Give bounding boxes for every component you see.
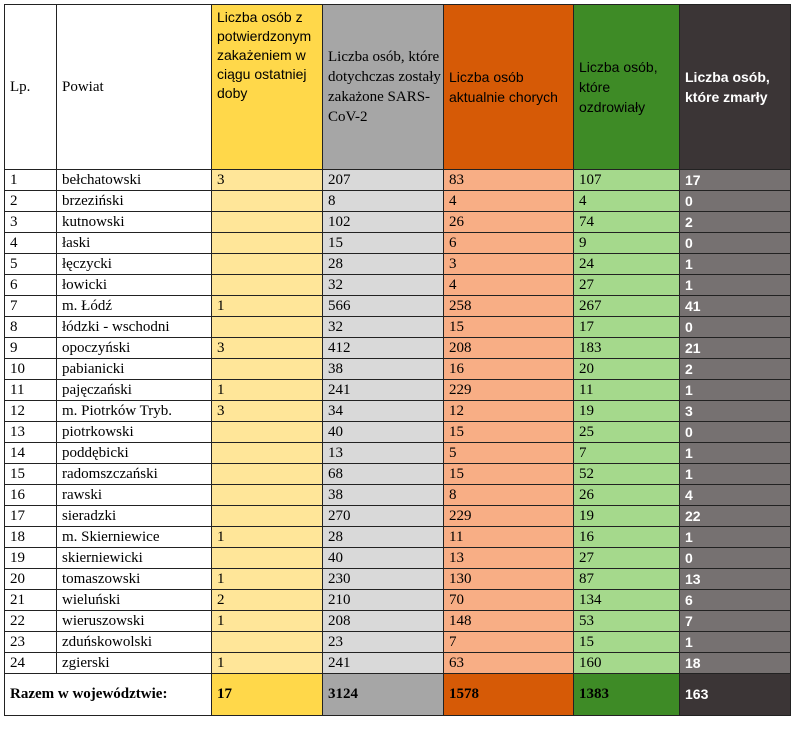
table-row [5,359,791,380]
cell-deaths: 1 [680,380,791,401]
cell-deaths: 18 [680,653,791,674]
cell-total-cases: 38 [323,485,444,506]
cell-active-cases: 70 [444,590,574,611]
cell-powiat: łowicki [57,275,212,296]
cell-recovered: 267 [574,296,680,317]
cell-powiat: rawski [57,485,212,506]
cell-active-cases: 4 [444,275,574,296]
cell-active-cases: 83 [444,170,574,191]
cell-total-cases: 28 [323,527,444,548]
header-row [5,5,791,170]
cell-new-cases: 1 [212,380,323,401]
cell-lp: 9 [5,338,57,359]
cell-lp: 20 [5,569,57,590]
cell-lp: 5 [5,254,57,275]
header-new-cases: Liczba osób z potwierdzonym zakażeniem w ciągu ostatniej doby [212,5,323,170]
cell-total-cases: 412 [323,338,444,359]
totals-label: Razem w województwie: [5,674,212,716]
cell-recovered: 27 [574,548,680,569]
cell-deaths: 1 [680,632,791,653]
cell-recovered: 20 [574,359,680,380]
cell-total-cases: 241 [323,380,444,401]
cell-recovered: 7 [574,443,680,464]
cell-total-cases: 208 [323,611,444,632]
cell-total-cases: 13 [323,443,444,464]
cell-lp: 3 [5,212,57,233]
cell-lp: 17 [5,506,57,527]
totals-row [5,674,791,716]
cell-recovered: 183 [574,338,680,359]
cell-recovered: 19 [574,506,680,527]
cell-powiat: łęczycki [57,254,212,275]
cell-powiat: wieruszowski [57,611,212,632]
cell-active-cases: 11 [444,527,574,548]
header-active-cases: Liczba osób aktualnie chorych [444,5,574,170]
cell-recovered: 53 [574,611,680,632]
cell-total-cases: 230 [323,569,444,590]
cell-recovered: 25 [574,422,680,443]
cell-powiat: brzeziński [57,191,212,212]
cell-recovered: 87 [574,569,680,590]
cell-total-cases: 68 [323,464,444,485]
cell-powiat: piotrkowski [57,422,212,443]
cell-powiat: poddębicki [57,443,212,464]
cell-active-cases: 229 [444,380,574,401]
table-row [5,275,791,296]
cell-new-cases [212,464,323,485]
cell-powiat: zduńskowolski [57,632,212,653]
header-total-cases: Liczba osób, które dotychczas zostały zakażone SARS-CoV-2 [323,5,444,170]
cell-deaths: 0 [680,233,791,254]
cell-active-cases: 63 [444,653,574,674]
cell-lp: 24 [5,653,57,674]
cell-total-cases: 210 [323,590,444,611]
cell-recovered: 16 [574,527,680,548]
cell-recovered: 27 [574,275,680,296]
totals-active-cases: 1578 [444,674,574,716]
table-row [5,485,791,506]
cell-lp: 12 [5,401,57,422]
cell-new-cases [212,443,323,464]
cell-deaths: 1 [680,443,791,464]
header-powiat: Powiat [57,5,212,170]
cell-recovered: 26 [574,485,680,506]
cell-deaths: 2 [680,359,791,380]
cell-deaths: 1 [680,464,791,485]
cell-new-cases [212,632,323,653]
cell-powiat: tomaszowski [57,569,212,590]
cell-deaths: 0 [680,191,791,212]
cell-deaths: 4 [680,485,791,506]
cell-lp: 6 [5,275,57,296]
cell-lp: 13 [5,422,57,443]
table-row [5,590,791,611]
cell-powiat: bełchatowski [57,170,212,191]
cell-new-cases [212,359,323,380]
cell-total-cases: 8 [323,191,444,212]
totals-deaths: 163 [680,674,791,716]
cell-total-cases: 102 [323,212,444,233]
cell-powiat: m. Łódź [57,296,212,317]
table-row [5,548,791,569]
cell-new-cases [212,233,323,254]
header-recovered: Liczba osób, które ozdrowiały [574,5,680,170]
cell-powiat: kutnowski [57,212,212,233]
cell-powiat: m. Skierniewice [57,527,212,548]
cell-recovered: 24 [574,254,680,275]
table-row [5,170,791,191]
cell-total-cases: 40 [323,422,444,443]
cell-deaths: 1 [680,275,791,296]
cell-total-cases: 32 [323,275,444,296]
cell-lp: 1 [5,170,57,191]
cell-lp: 22 [5,611,57,632]
cell-active-cases: 258 [444,296,574,317]
cell-powiat: łódzki - wschodni [57,317,212,338]
cell-total-cases: 15 [323,233,444,254]
header-lp: Lp. [5,5,57,170]
cell-active-cases: 26 [444,212,574,233]
cell-total-cases: 241 [323,653,444,674]
cell-deaths: 6 [680,590,791,611]
cell-lp: 15 [5,464,57,485]
table-row [5,653,791,674]
table-row [5,422,791,443]
cell-total-cases: 32 [323,317,444,338]
cell-new-cases: 3 [212,401,323,422]
cell-active-cases: 3 [444,254,574,275]
cell-new-cases [212,317,323,338]
totals-total-cases: 3124 [323,674,444,716]
cell-recovered: 15 [574,632,680,653]
totals-new-cases: 17 [212,674,323,716]
table-body [5,170,791,674]
cell-new-cases: 2 [212,590,323,611]
cell-recovered: 107 [574,170,680,191]
cell-lp: 23 [5,632,57,653]
cell-deaths: 0 [680,422,791,443]
table-row [5,212,791,233]
table-row [5,254,791,275]
cell-lp: 4 [5,233,57,254]
cell-active-cases: 208 [444,338,574,359]
cell-active-cases: 4 [444,191,574,212]
cell-powiat: pabianicki [57,359,212,380]
cell-lp: 14 [5,443,57,464]
table-row [5,191,791,212]
cell-new-cases: 1 [212,296,323,317]
cell-active-cases: 7 [444,632,574,653]
cell-new-cases [212,485,323,506]
cell-new-cases [212,275,323,296]
cell-deaths: 17 [680,170,791,191]
cell-total-cases: 34 [323,401,444,422]
cell-recovered: 160 [574,653,680,674]
cell-active-cases: 16 [444,359,574,380]
cell-recovered: 134 [574,590,680,611]
cell-total-cases: 38 [323,359,444,380]
cell-new-cases [212,506,323,527]
table-row [5,506,791,527]
cell-new-cases: 3 [212,338,323,359]
cell-new-cases: 1 [212,653,323,674]
table-row [5,443,791,464]
cell-total-cases: 23 [323,632,444,653]
cell-new-cases [212,422,323,443]
cell-active-cases: 13 [444,548,574,569]
cell-powiat: sieradzki [57,506,212,527]
cell-lp: 18 [5,527,57,548]
table-row [5,338,791,359]
cell-recovered: 4 [574,191,680,212]
cell-recovered: 11 [574,380,680,401]
cell-lp: 11 [5,380,57,401]
cell-powiat: zgierski [57,653,212,674]
cell-deaths: 21 [680,338,791,359]
cell-new-cases: 1 [212,527,323,548]
cell-lp: 2 [5,191,57,212]
cell-deaths: 2 [680,212,791,233]
table-row [5,233,791,254]
cell-powiat: wieluński [57,590,212,611]
cell-powiat: radomszczański [57,464,212,485]
cell-new-cases: 1 [212,569,323,590]
table-row [5,569,791,590]
cell-new-cases: 1 [212,611,323,632]
cell-lp: 19 [5,548,57,569]
cell-active-cases: 229 [444,506,574,527]
cell-deaths: 22 [680,506,791,527]
cell-deaths: 1 [680,527,791,548]
cell-active-cases: 15 [444,317,574,338]
cell-active-cases: 8 [444,485,574,506]
cell-deaths: 13 [680,569,791,590]
table-row [5,611,791,632]
cell-active-cases: 5 [444,443,574,464]
cell-new-cases [212,212,323,233]
cell-active-cases: 6 [444,233,574,254]
table-row [5,464,791,485]
cell-total-cases: 270 [323,506,444,527]
cell-lp: 8 [5,317,57,338]
cell-powiat: opoczyński [57,338,212,359]
cell-lp: 16 [5,485,57,506]
cell-active-cases: 15 [444,422,574,443]
table-row [5,317,791,338]
table-row [5,401,791,422]
table-row [5,380,791,401]
cell-total-cases: 28 [323,254,444,275]
covid-powiat-table [4,4,791,716]
cell-recovered: 17 [574,317,680,338]
cell-deaths: 41 [680,296,791,317]
cell-lp: 10 [5,359,57,380]
cell-powiat: m. Piotrków Tryb. [57,401,212,422]
cell-recovered: 52 [574,464,680,485]
cell-recovered: 9 [574,233,680,254]
cell-active-cases: 148 [444,611,574,632]
cell-active-cases: 130 [444,569,574,590]
cell-deaths: 1 [680,254,791,275]
totals-recovered: 1383 [574,674,680,716]
table-row [5,632,791,653]
cell-new-cases [212,548,323,569]
cell-powiat: skierniewicki [57,548,212,569]
cell-total-cases: 40 [323,548,444,569]
cell-powiat: łaski [57,233,212,254]
cell-total-cases: 207 [323,170,444,191]
cell-lp: 21 [5,590,57,611]
cell-deaths: 3 [680,401,791,422]
table-row [5,296,791,317]
cell-recovered: 19 [574,401,680,422]
cell-recovered: 74 [574,212,680,233]
cell-active-cases: 12 [444,401,574,422]
cell-total-cases: 566 [323,296,444,317]
cell-new-cases: 3 [212,170,323,191]
cell-new-cases [212,254,323,275]
cell-active-cases: 15 [444,464,574,485]
cell-deaths: 0 [680,317,791,338]
cell-new-cases [212,191,323,212]
table-row [5,527,791,548]
cell-deaths: 7 [680,611,791,632]
cell-lp: 7 [5,296,57,317]
cell-deaths: 0 [680,548,791,569]
cell-powiat: pajęczański [57,380,212,401]
header-deaths: Liczba osób, które zmarły [680,5,791,170]
